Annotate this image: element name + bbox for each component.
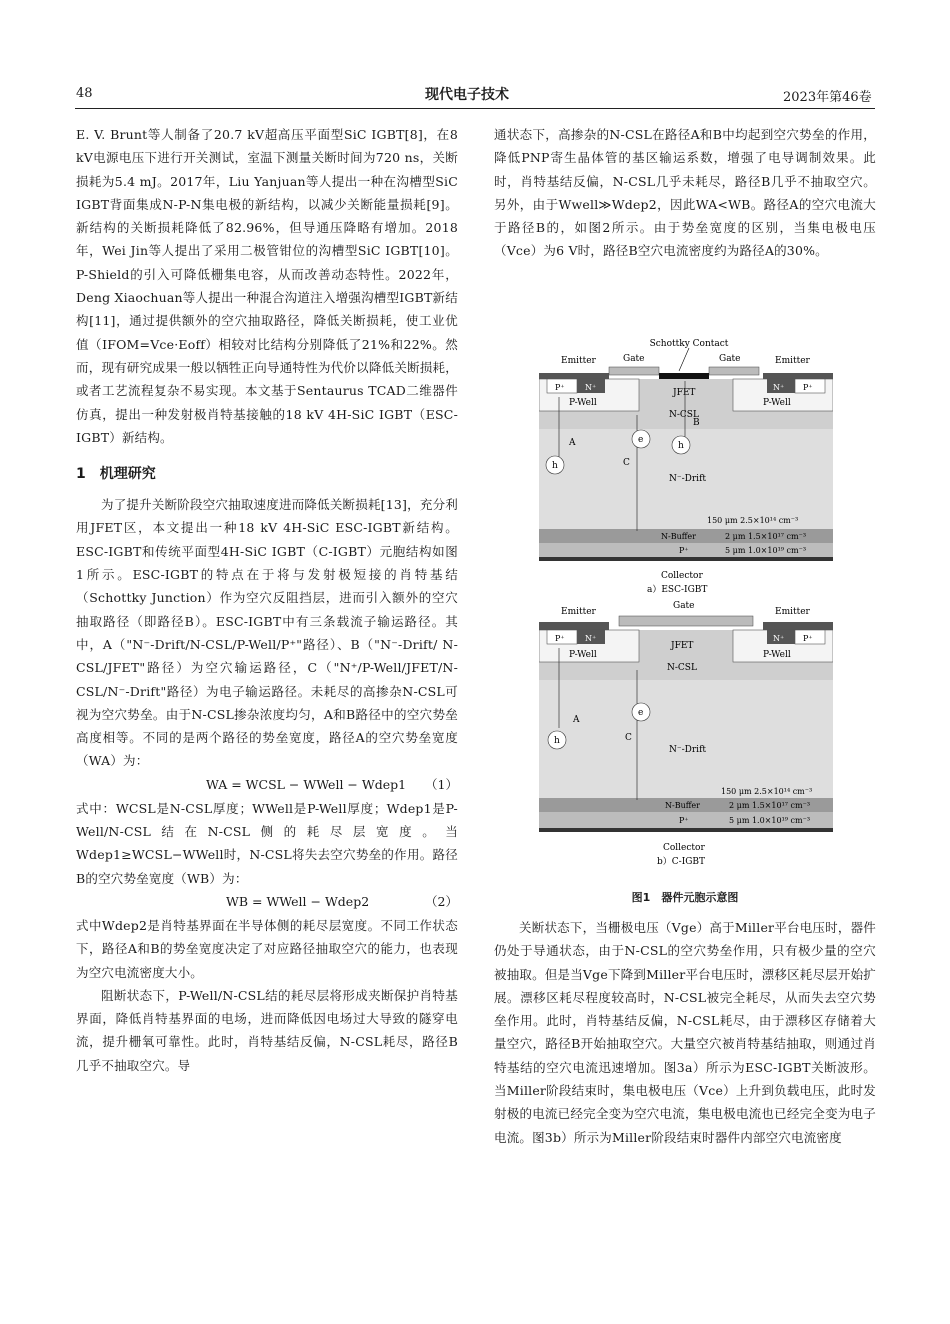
buffer-label: N-Buffer bbox=[665, 801, 700, 810]
nplus-label: N⁺ bbox=[773, 634, 785, 643]
issue-info: 2023年第46卷 bbox=[783, 90, 872, 105]
schottky-contact bbox=[659, 373, 709, 379]
emitter-right-metal bbox=[763, 373, 833, 379]
equation-number: （2） bbox=[425, 893, 458, 909]
paragraph: 关断状态下，当栅极电压（Vge）高于Miller平台电压时，器件仍处于导通状态，由于N-CSL的空穴势垒作用，只有极少量的空穴被抽取。但是当Vge下降到Miller平台电压时，漂移区耗尽层开始扩展。漂移区耗尽程度较高时，N-CSL被完全耗尽，从而失去空穴势垒作用。此时，肖特基结反偏，N-CSL耗尽，由于漂移区存储着大量空穴，路径B开始抽取空穴。大量空穴被肖特基结抽取，则通过肖特基结的空穴电流迅速增加。图3a）所示为ESC-IGBT关断波形。当Miller阶段结束时，集电极电压（Vce）上升到负载电压，此时发射极的电流已经完全变为空穴电流，集电极电流也已经完全变为电子电流。图3b）所示为Miller阶段结束时器件内部空穴电流密度 bbox=[494, 920, 876, 1145]
collector-label: Collector bbox=[661, 571, 703, 581]
emitter-left-label: Emitter bbox=[561, 607, 596, 617]
buffer-spec: 2 μm 1.5×10¹⁷ cm⁻³ bbox=[725, 532, 807, 541]
hole-label: h bbox=[554, 736, 560, 746]
pwell-label: P-Well bbox=[569, 398, 597, 408]
figure-c-igbt bbox=[539, 600, 833, 870]
path-b-label: B bbox=[693, 418, 700, 428]
drift-region bbox=[539, 680, 833, 798]
path-c-label: C bbox=[623, 458, 630, 468]
buffer-label: N-Buffer bbox=[661, 532, 696, 541]
gate-left-label: Gate bbox=[623, 354, 645, 364]
paragraph: 阻断状态下，P-Well/N-CSL结的耗尽层将形成夹断保护肖特基界面，降低肖特基界面的电场，进而降低因电场过大导致的隧穿电流，提升栅氧可靠性。此时，肖特基结反偏，N-CSL耗尽，路径B几乎不抽取空穴。导 bbox=[76, 987, 458, 1073]
gate-right bbox=[709, 367, 759, 375]
equation-1 bbox=[76, 773, 458, 797]
pplus-label: P⁺ bbox=[555, 383, 565, 392]
pcollector-label: P⁺ bbox=[679, 816, 689, 825]
paragraph: 式中：WCSL是N-CSL厚度；WWell是P-Well厚度；Wdep1是P-Well/N-CSL结在N-CSL侧的耗尽层宽度。当Wdep1≥WCSL−WWell时，N-CSL将失去空穴势垒的作用。路径B的空穴势垒宽度（WB）为： bbox=[76, 800, 458, 886]
pwell-label: P-Well bbox=[569, 650, 597, 660]
paragraph: E. V. Brunt等人制备了20.7 kV超高压平面型SiC IGBT[8]，在8 kV电源电压下进行开关测试，室温下测量关断时间为720 ns，关断损耗为5.4 mJ。2017年，Liu Yanjuan等人提出一种在沟槽型SiC IGBT背面集成N-P-N集电极的新结构，以减少关断能量损耗[9]。新结构的关断损耗降低了82.96%，但导通压降略有增加。2018年，Wei Jin等人提出了采用二极管钳位的沟槽型SiC IGBT[10]。P-Shield的引入可降低栅集电容，从而改善动态特性。2022年，Deng Xiaochuan等人提出一种混合沟道注入增强沟槽型IGBT新结构[11]，通过提供额外的空穴抽取路径，降低关断损耗，使工业优值（IFOM=Vce·Eoff）相较对比结构分别降低了21%和22%。然而，现有研究成果一般以牺牲正向导通特性为代价以降低关断损耗，或者工艺流程复杂不易实现。本文基于Sentaurus TCAD二维器件仿真，提出一种发射极肖特基接触的18 kV 4H-SiC IGBT（ESC-IGBT）新结构。 bbox=[76, 127, 458, 445]
pwell-label: P-Well bbox=[763, 398, 791, 408]
schottky-leader bbox=[679, 348, 689, 371]
emitter-left-label: Emitter bbox=[561, 356, 596, 366]
right-column-top bbox=[494, 123, 876, 263]
nplus-label: N⁺ bbox=[773, 383, 785, 392]
equation-body: WB = WWell − Wdep2 bbox=[226, 893, 370, 909]
figure-caption: 图1 器件元胞示意图 bbox=[631, 891, 739, 904]
emitter-left-metal bbox=[539, 622, 609, 630]
emitter-right-label: Emitter bbox=[775, 356, 810, 366]
path-c-label: C bbox=[625, 733, 632, 743]
paragraph: 为了提升关断阶段空穴抽取速度进而降低关断损耗[13]，充分利用JFET区，本文提出一种18 kV 4H-SiC ESC-IGBT新结构。ESC-IGBT和传统平面型4H-SiC IGBT（C-IGBT）元胞结构如图1所示。ESC-IGBT的特点在于将与发射极短接的肖特基结（Schottky Junction）作为空穴反阻挡层，进而引入额外的空穴抽取路径（即路径B）。ESC-IGBT中有三条载流子输运路径。其中，A（"N⁻-Drift/N-CSL/P-Well/P⁺"路径）、B（"N⁻-Drift/ N-CSL/JFET"路径）为空穴输运路径，C（"N⁺/P-Well/JFET/N-CSL/N⁻-Drift"路径）为电子输运路径。未耗尽的高掺杂N-CSL可视为空穴势垒。由于N-CSL掺杂浓度均匀，A和B路径中的空穴势垒高度相等。不同的是两个路径的势垒宽度，路径A的空穴势垒宽度（WA）为： bbox=[76, 497, 458, 769]
equation-number: （1） bbox=[425, 776, 458, 792]
left-column bbox=[76, 123, 458, 1077]
gate-label: Gate bbox=[673, 601, 695, 611]
emitter-right-label: Emitter bbox=[775, 607, 810, 617]
pcollector-spec: 5 μm 1.0×10¹⁹ cm⁻³ bbox=[725, 546, 807, 555]
paragraph: 式中Wdep2是肖特基界面在半导体侧的耗尽层宽度。不同工作状态下，路径A和B的势垒宽度决定了对应路径抽取空穴的能力，也表现为空穴电流密度大小。 bbox=[76, 917, 458, 980]
journal-title: 现代电子技术 bbox=[425, 87, 509, 103]
schottky-label: Schottky Contact bbox=[649, 339, 729, 349]
equation-body: WA = WCSL − WWell − Wdep1 bbox=[206, 776, 407, 792]
nplus-label: N⁺ bbox=[585, 634, 597, 643]
pplus-label: P⁺ bbox=[803, 634, 813, 643]
jfet-label: JFET bbox=[671, 641, 694, 651]
path-a-label: A bbox=[569, 438, 576, 448]
collector-metal bbox=[539, 557, 833, 561]
drift-label: N⁻-Drift bbox=[669, 745, 707, 755]
page-number: 48 bbox=[76, 86, 93, 101]
section-title: 1 机理研究 bbox=[76, 466, 156, 483]
gate-electrode bbox=[619, 616, 753, 626]
subcaption-a: a）ESC-IGBT bbox=[647, 585, 708, 595]
pwell-label: P-Well bbox=[763, 650, 791, 660]
pcollector-label: P⁺ bbox=[679, 546, 689, 555]
pplus-label: P⁺ bbox=[803, 383, 813, 392]
pcollector-spec: 5 μm 1.0×10¹⁹ cm⁻³ bbox=[729, 816, 811, 825]
drift-label: N⁻-Drift bbox=[669, 474, 707, 484]
path-a-label: A bbox=[573, 715, 580, 725]
electron-label: e bbox=[638, 708, 644, 718]
drift-spec: 150 μm 2.5×10¹⁴ cm⁻³ bbox=[721, 787, 813, 796]
gate-right-label: Gate bbox=[719, 354, 741, 364]
hole-label: h bbox=[678, 441, 684, 451]
jfet-label: JFET bbox=[673, 388, 696, 398]
ncsl-label: N-CSL bbox=[669, 410, 699, 420]
nplus-label: N⁺ bbox=[585, 383, 597, 392]
emitter-left-metal bbox=[539, 373, 609, 379]
emitter-right-metal bbox=[763, 622, 833, 630]
collector-metal bbox=[539, 828, 833, 832]
electron-label: e bbox=[638, 435, 644, 445]
collector-label: Collector bbox=[663, 843, 705, 853]
paragraph: 通状态下，高掺杂的N-CSL在路径A和B中均起到空穴势垒的作用，降低PNP寄生晶体管的基区输运系数，增强了电导调制效果。此时，肖特基结反偏，N-CSL几乎未耗尽，路径B几乎不抽取空穴。另外，由于Wwell≫Wdep2，因此WA<WB。路径A的空穴电流大于路径B的，如图2所示。由于势垒宽度的区别，当集电极电压（Vce）为6 V时，路径B空穴电流密度约为路径A的30%。 bbox=[494, 127, 876, 259]
ncsl-label: N-CSL bbox=[667, 663, 697, 673]
subcaption-b: b）C-IGBT bbox=[657, 857, 706, 867]
pplus-label: P⁺ bbox=[555, 634, 565, 643]
buffer-spec: 2 μm 1.5×10¹⁷ cm⁻³ bbox=[729, 801, 811, 810]
equation-2 bbox=[76, 890, 458, 914]
gate-left bbox=[609, 367, 659, 375]
hole-label: h bbox=[552, 461, 558, 471]
header-rule bbox=[75, 108, 875, 109]
drift-spec: 150 μm 2.5×10¹⁴ cm⁻³ bbox=[707, 516, 799, 525]
figure-esc-igbt bbox=[539, 335, 833, 597]
right-column-bottom bbox=[494, 916, 876, 1149]
